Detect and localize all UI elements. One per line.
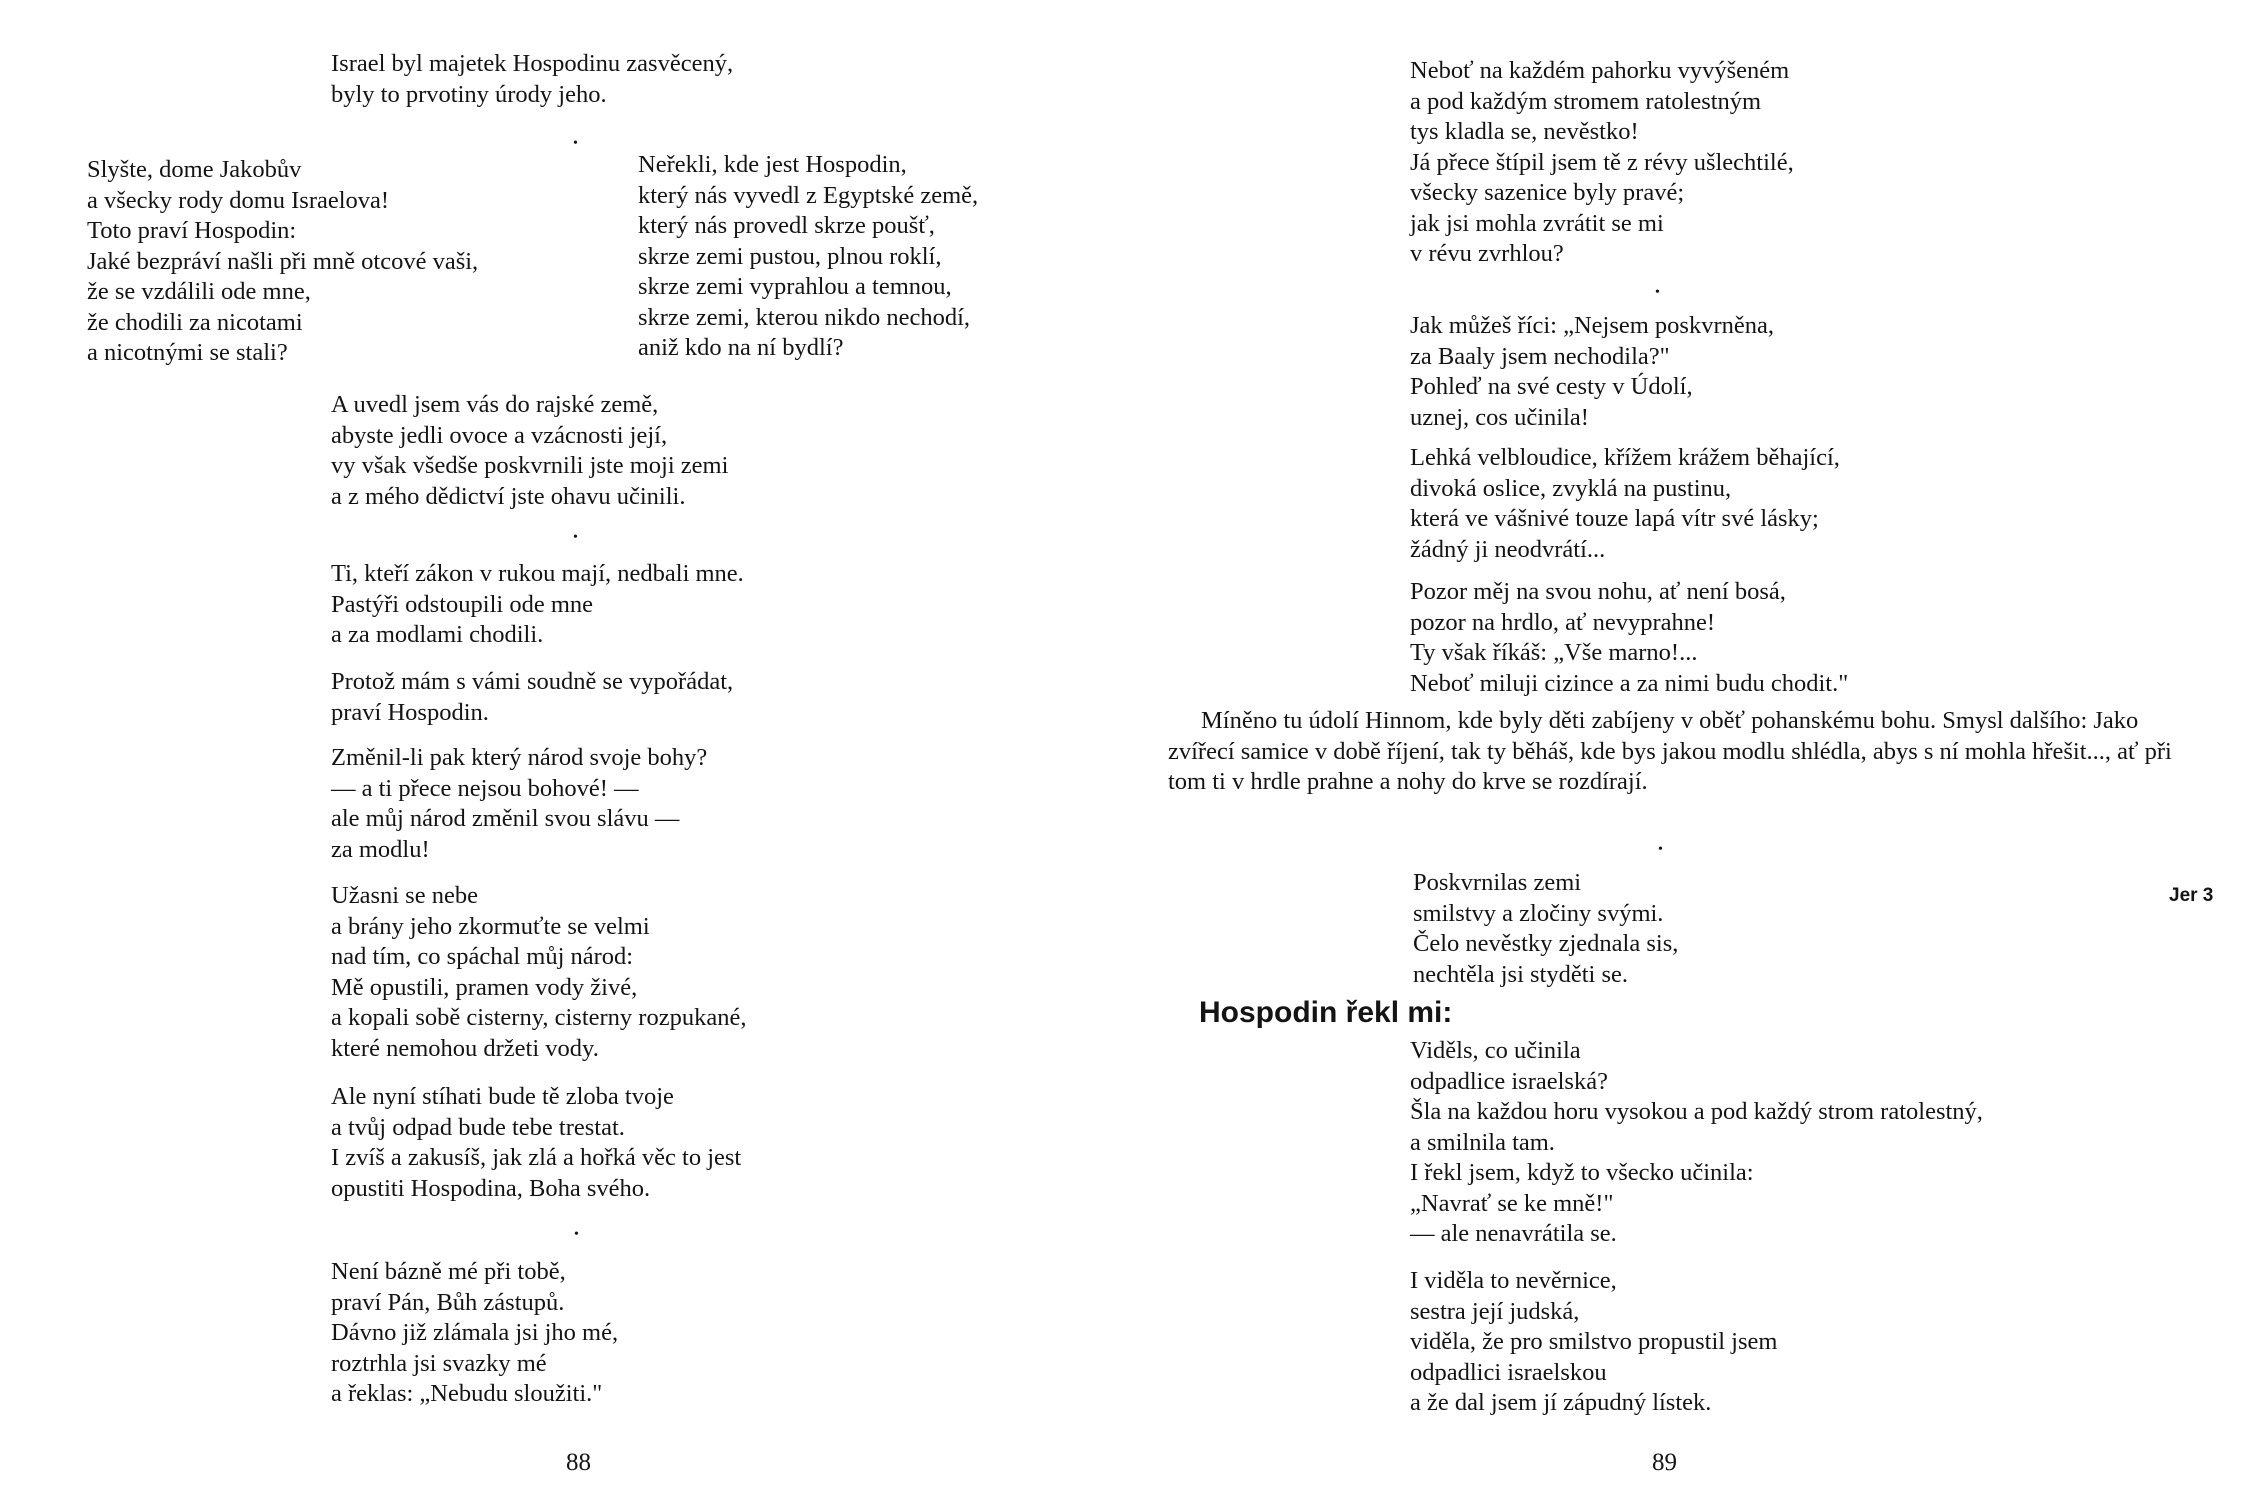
verse-line: „Navrať se ke mně!" — [1410, 1189, 1614, 1217]
verse-line: ale můj národ změnil svou slávu — — [331, 805, 680, 832]
verse-line: že chodili za nicotami — [87, 308, 303, 336]
verse-line: skrze zemi vyprahlou a temnou, — [638, 273, 952, 300]
section-star: • — [1658, 842, 1663, 857]
verse-line: Toto praví Hospodin: — [87, 217, 297, 244]
verse-line: roztrhla jsi svazky mé — [331, 1349, 547, 1377]
verse-line: všecky sazenice byly pravé; — [1410, 179, 1685, 206]
explanatory-note: Míněno tu údolí Hinnom, kde byly děti zabíjeny v oběť pohanskému bohu. Smysl dalšího: Jako zvířecí samice v době říjení, tak ty běháš, kde bys jakou modlu shlédla, abys s ní mohla hřešit..., ať při tom ti v hrdle prahne a nohy do krve se rozdírají. — [1168, 707, 2172, 795]
verse-line: opustiti Hospodina, Boha svého. — [331, 1174, 651, 1202]
verse-line: pozor na hrdlo, ať nevyprahne! — [1410, 608, 1716, 636]
verse-line: a že dal jsem jí zápudný lístek. — [1410, 1389, 1712, 1416]
verse-line: který nás vyvedl z Egyptské země, — [638, 181, 979, 209]
verse-line: tys kladla se, nevěstko! — [1410, 118, 1639, 145]
verse-line: Já přece štípil jsem tě z révy ušlechtilé, — [1410, 148, 1794, 176]
page-number: 88 — [566, 1449, 591, 1476]
verse-line: viděla, že pro smilstvo propustil jsem — [1410, 1328, 1778, 1355]
verse-line: divoká oslice, zvyklá na pustinu, — [1410, 474, 1732, 502]
verse-line: nechtěla jsi styděti se. — [1413, 960, 1628, 988]
verse-block — [331, 390, 728, 512]
verse-line: Neboť miluji cizince a za nimi budu chodit." — [1410, 669, 1849, 697]
verse-line: Neboť na každém pahorku vyvýšeném — [1410, 57, 1790, 84]
verse-block — [331, 743, 707, 865]
verse-line: Pohleď na své cesty v Údolí, — [1410, 373, 1693, 400]
verse-line: skrze zemi, kterou nikdo nechodí, — [638, 303, 971, 331]
verse-line: a tvůj odpad bude tebe trestat. — [331, 1113, 625, 1141]
verse-line: skrze zemi pustou, plnou roklí, — [638, 242, 942, 270]
verse-line: Pozor měj na svou nohu, ať není bosá, — [1410, 578, 1786, 605]
verse-block — [331, 559, 744, 651]
verse-line: a kopali sobě cisterny, cisterny rozpukané, — [331, 1004, 747, 1031]
verse-line: — a ti přece nejsou bohové! — — [331, 774, 639, 802]
verse-line: Israel byl majetek Hospodinu zasvěcený, — [331, 50, 734, 77]
verse-line: Čelo nevěstky zjednala sis, — [1413, 930, 1679, 957]
verse-block — [1410, 443, 1840, 565]
verse-line: Ty však říkáš: „Vše marno!... — [1410, 639, 1698, 666]
verse-line: Dávno již zlámala jsi jho mé, — [331, 1319, 619, 1346]
verse-line: Mě opustili, pramen vody živé, — [331, 973, 638, 1001]
verse-line: praví Hospodin. — [331, 698, 489, 726]
verse-line: a všecky rody domu Israelova! — [87, 186, 390, 214]
verse-line: za Baaly jsem nechodila?" — [1410, 342, 1670, 370]
verse-line: Neřekli, kde jest Hospodin, — [638, 151, 907, 178]
margin-reference: Jer 3 — [2169, 885, 2214, 906]
verse-line: I viděla to nevěrnice, — [1410, 1267, 1617, 1294]
verse-line: že se vzdálili ode mne, — [87, 278, 311, 305]
verse-line: abyste jedli ovoce a vzácnosti její, — [331, 421, 668, 449]
verse-line: Užasni se nebe — [331, 882, 478, 909]
verse-line: I řekl jsem, když to všecko učinila: — [1410, 1159, 1754, 1186]
verse-line: aniž kdo na ní bydlí? — [638, 334, 844, 361]
verse-line: Změnil-li pak který národ svoje bohy? — [331, 744, 708, 771]
verse-line: nad tím, co spáchal můj národ: — [331, 943, 634, 970]
verse-line: Ale nyní stíhati bude tě zloba tvoje — [331, 1083, 674, 1110]
verse-line: Jaké bezpráví našli při mně otcové vaši, — [87, 247, 479, 275]
verse-line: které nemohou držeti vody. — [331, 1034, 599, 1062]
verse-line: a brány jeho zkormuťte se velmi — [331, 912, 650, 940]
verse-line: Slyšte, dome Jakobův — [87, 156, 302, 183]
verse-line: a z mého dědictví jste ohavu učinili. — [331, 482, 686, 510]
verse-line: která ve vášnivé touze lapá vítr své lásky; — [1410, 505, 1819, 532]
verse-line: odpadlice israelská? — [1410, 1067, 1608, 1095]
section-star: • — [573, 136, 578, 151]
verse-block — [1410, 577, 1848, 699]
verse-line: a pod každým stromem ratolestným — [1410, 87, 1762, 115]
section-star: • — [573, 530, 578, 545]
verse-line: Není bázně mé při tobě, — [331, 1258, 566, 1285]
verse-line: který nás provedl skrze poušť, — [638, 212, 935, 239]
verse-block — [331, 667, 733, 728]
verse-block — [1410, 311, 1774, 433]
right-page — [1123, 0, 2246, 1500]
verse-block — [1410, 56, 1794, 270]
verse-block — [1410, 1036, 1983, 1250]
verse-line: za modlu! — [331, 835, 430, 863]
verse-line: uznej, cos učinila! — [1410, 403, 1589, 431]
verse-line: Jak můžeš říci: „Nejsem poskvrněna, — [1410, 312, 1774, 339]
verse-block — [331, 49, 733, 110]
verse-line: A uvedl jsem vás do rajské země, — [331, 391, 659, 418]
page-number: 89 — [1652, 1449, 1677, 1476]
verse-line: jak jsi mohla zvrátit se mi — [1410, 209, 1664, 237]
verse-line: smilstvy a zločiny svými. — [1413, 899, 1664, 927]
verse-line: Viděls, co učinila — [1410, 1037, 1581, 1064]
verse-line: Lehká velbloudice, křížem krážem běhající, — [1410, 444, 1840, 471]
section-heading: Hospodin řekl mi: — [1199, 996, 1453, 1029]
verse-line: sestra její judská, — [1410, 1297, 1580, 1325]
verse-block — [1413, 868, 1678, 990]
verse-block — [87, 155, 478, 369]
verse-line: I zvíš a zakusíš, jak zlá a hořká věc to jest — [331, 1144, 742, 1171]
verse-line: odpadlici israelskou — [1410, 1358, 1607, 1386]
verse-line: a za modlami chodili. — [331, 621, 544, 648]
verse-block — [331, 1082, 741, 1204]
verse-line: žádný ji neodvrátí... — [1410, 535, 1606, 563]
section-star: • — [574, 1227, 579, 1242]
verse-line: praví Pán, Bůh zástupů. — [331, 1288, 565, 1316]
verse-line: a řeklas: „Nebudu sloužiti." — [331, 1380, 603, 1407]
verse-line: a smilnila tam. — [1410, 1128, 1555, 1156]
verse-line: Protož mám s vámi soudně se vypořádat, — [331, 668, 734, 695]
verse-line: — ale nenavrátila se. — [1410, 1220, 1617, 1247]
section-star: • — [1655, 285, 1660, 300]
verse-line: Pastýři odstoupili ode mne — [331, 590, 593, 618]
verse-block — [638, 150, 978, 364]
verse-line: byly to prvotiny úrody jeho. — [331, 80, 607, 108]
verse-line: Ti, kteří zákon v rukou mají, nedbali mne. — [331, 560, 744, 587]
verse-line: v révu zvrhlou? — [1410, 240, 1564, 267]
verse-line: vy však všedše poskvrnili jste moji zemi — [331, 452, 729, 479]
verse-block — [331, 1257, 618, 1410]
verse-line: Poskvrnilas zemi — [1413, 869, 1582, 896]
verse-line: Šla na každou horu vysokou a pod každý strom ratolestný, — [1410, 1098, 1983, 1125]
verse-block — [331, 881, 746, 1064]
verse-block — [1410, 1266, 1777, 1419]
verse-line: a nicotnými se stali? — [87, 339, 288, 366]
